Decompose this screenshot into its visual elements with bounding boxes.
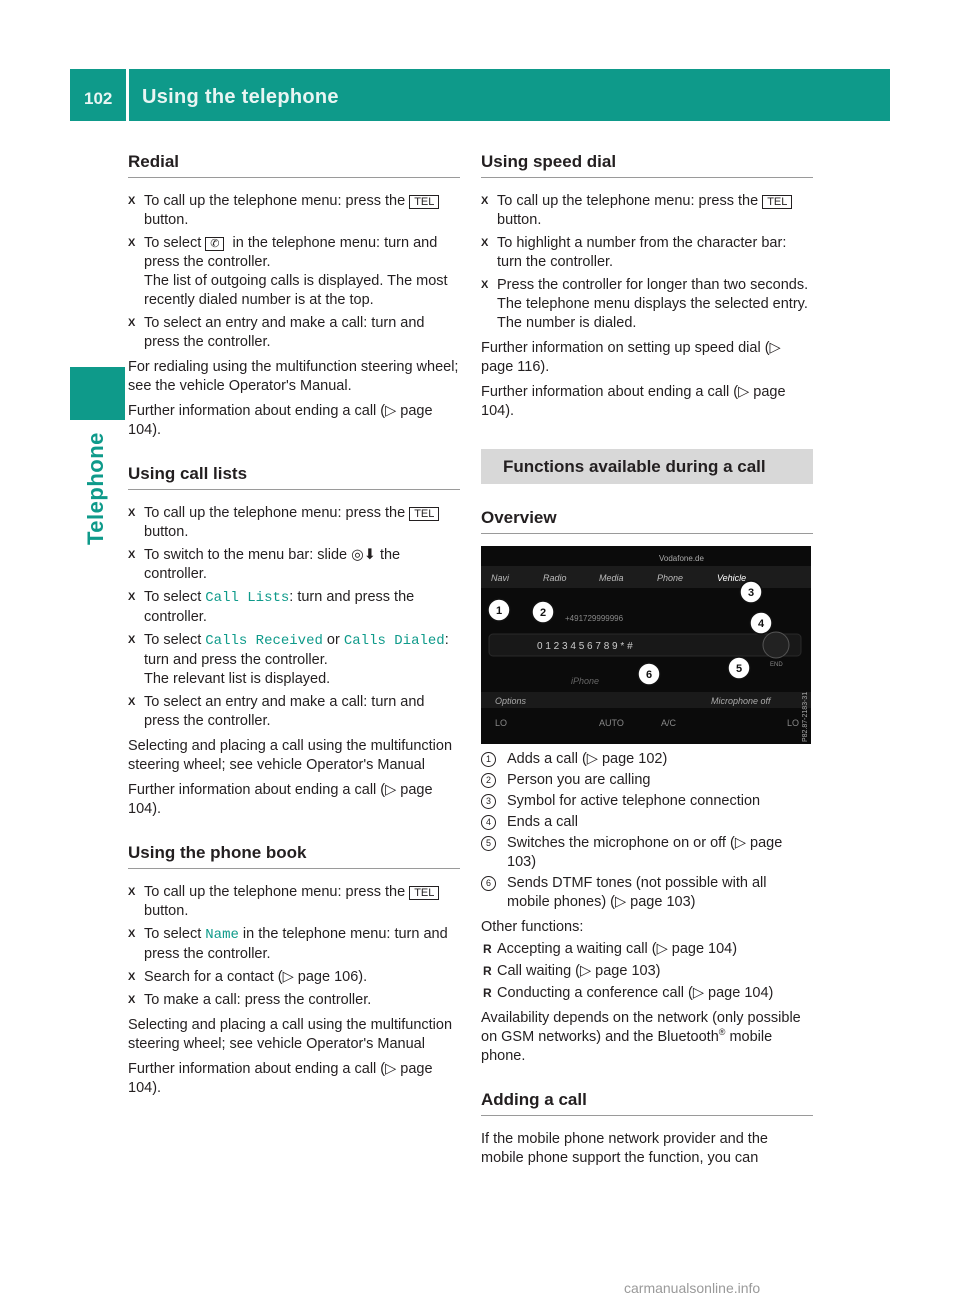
svg-text:3: 3 [747,587,755,599]
step-arrow-icon: X [128,696,136,708]
step: X To select Name in the telephone menu: turn and press the controller. [128,926,448,962]
menu-item-calls-dialed: Calls Dialed [343,633,445,649]
step-arrow-icon: X [481,237,489,249]
end-label: END [770,662,783,668]
tel-key-icon: TEL [409,195,439,209]
page-title: Using the telephone [142,86,339,108]
paragraph: Availability depends on the network (only possible on GSM networks) and the Bluetooth® mobile phone. [481,1010,801,1064]
list-item: R Accepting a waiting call (▷ page 104) [483,941,738,957]
redial-handset-icon: ✆ [205,237,224,251]
climate-lo-left: LO [495,718,508,728]
paragraph: Selecting and placing a call using the multifunction steering wheel; see vehicle Operator's Manual [128,1017,453,1052]
watermark: carmanualsonline.info [624,1280,761,1296]
step-arrow-icon: X [128,928,136,940]
paragraph: Selecting and placing a call using the multifunction steering wheel; see vehicle Operator's Manual [128,738,453,773]
step-arrow-icon: X [128,549,136,561]
device-label: iPhone [571,676,600,686]
climate-lo-right: LO [787,718,800,728]
tab-vehicle: Vehicle [717,573,747,583]
step: X To call up the telephone menu: press the TELbutton. [128,192,460,230]
callout-item-3: 3 Symbol for active telephone connection [481,792,813,811]
side-section-label: Telephone [83,432,108,545]
right-column [481,150,813,1168]
paragraph: Further information about ending a call (▷ page 104). [128,1061,433,1096]
svg-text:2: 2 [539,607,547,619]
step: X Press the controller for longer than two seconds. The telephone menu displays the selected entry. The number is dialed. [481,277,809,331]
tab-navi: Navi [491,573,510,583]
mic-off-label: Microphone off [711,696,771,706]
list-item: R Conducting a conference call (▷ page 104) [483,985,774,1001]
heading-phone-book: Using the phone book [128,841,460,869]
page-number: 102 [84,89,113,108]
step-arrow-icon: X [128,237,136,249]
section-box-functions: Functions available during a call [481,449,813,484]
step: X To switch to the menu bar: slide ◎⬇ the controller. [128,547,401,582]
step-arrow-icon: X [128,317,136,329]
menu-item-call-lists: Call Lists [205,590,290,606]
callout-item-1: 1 Adds a call (▷ page 102) [481,750,813,769]
step: X To select an entry and make a call: turn and press the controller. [128,315,425,350]
side-tab-marker [70,367,125,420]
tel-key-icon: TEL [409,886,439,900]
step-arrow-icon: X [128,195,136,207]
step: X To make a call: press the controller. [128,992,372,1008]
options-label: Options [495,696,527,706]
step-arrow-icon: X [128,507,136,519]
callout-item-4: 4 Ends a call [481,813,813,832]
step-arrow-icon: X [128,591,136,603]
step: X To select ✆ in the telephone menu: turn and press the controller. The list of outgoing calls is displayed. The most recently dialed number is at the top. [128,235,448,308]
step-arrow-icon: X [128,994,136,1006]
svg-text:1: 1 [495,605,503,617]
provider-label: Vodafone.de [659,554,704,563]
menu-item-name: Name [205,927,239,943]
climate-auto: AUTO [599,718,624,728]
step: X To call up the telephone menu: press the TELbutton. [128,504,460,542]
svg-text:6: 6 [645,669,653,681]
header-divider [126,69,129,121]
paragraph: Further information on setting up speed dial (▷ page 116). [481,340,781,375]
dialed-number: +491729999996 [565,614,624,623]
bullet-icon: R [483,986,492,1000]
heading-redial: Redial [128,150,460,178]
telephone-screen-illustration [481,546,811,744]
figure-code: P82.87-2183-31 [802,691,809,742]
step: X To highlight a number from the character bar: turn the controller. [481,235,787,270]
bullet-icon: R [483,942,492,956]
step-arrow-icon: X [128,971,136,983]
step-arrow-icon: X [481,279,489,291]
screen-svg [481,546,811,744]
callout-item-2: 2 Person you are calling [481,771,813,790]
paragraph: Other functions: [481,919,584,935]
svg-text:4: 4 [757,618,765,630]
climate-ac: A/C [661,718,677,728]
dtmf-digits: 0 1 2 3 4 5 6 7 8 9 * # [537,641,633,652]
step: X To call up the telephone menu: press the TELbutton. [128,883,460,921]
heading-overview: Overview [481,506,813,534]
left-column [128,150,460,1098]
step: X To select Calls Received or Calls Dialed: turn and press the controller. The relevant list is displayed. [128,632,449,687]
callout-item-5: 5 Switches the microphone on or off (▷ page 103) [481,834,813,872]
paragraph: Further information about ending a call (▷ page 104). [481,384,786,419]
tab-phone: Phone [657,573,684,583]
list-item: R Call waiting (▷ page 103) [483,963,661,979]
tab-media: Media [599,573,624,583]
tab-radio: Radio [543,573,567,583]
menu-item-calls-received: Calls Received [205,633,323,649]
svg-text:5: 5 [735,663,743,675]
paragraph: If the mobile phone network provider and the mobile phone support the function, you can [481,1131,768,1166]
paragraph: Further information about ending a call (▷ page 104). [128,782,433,817]
paragraph: For redialing using the multifunction steering wheel; see the vehicle Operator's Manual. [128,359,459,394]
heading-speed-dial: Using speed dial [481,150,813,178]
step-arrow-icon: X [128,634,136,646]
step: X Search for a contact (▷ page 106). [128,969,368,985]
callout-item-6: 6 Sends DTMF tones (not possible with all mobile phones) (▷ page 103) [481,874,813,912]
step: X To select an entry and make a call: turn and press the controller. [128,694,425,729]
tel-key-icon: TEL [409,507,439,521]
heading-adding-call: Adding a call [481,1088,813,1116]
step-arrow-icon: X [481,195,489,207]
step: X To call up the telephone menu: press the TELbutton. [481,192,813,230]
tel-key-icon: TEL [762,195,792,209]
page-header [70,69,890,121]
paragraph: Further information about ending a call (▷ page 104). [128,403,433,438]
heading-call-lists: Using call lists [128,462,460,490]
step: X To select Call Lists: turn and press the controller. [128,589,415,625]
bullet-icon: R [483,964,492,978]
step-arrow-icon: X [128,886,136,898]
